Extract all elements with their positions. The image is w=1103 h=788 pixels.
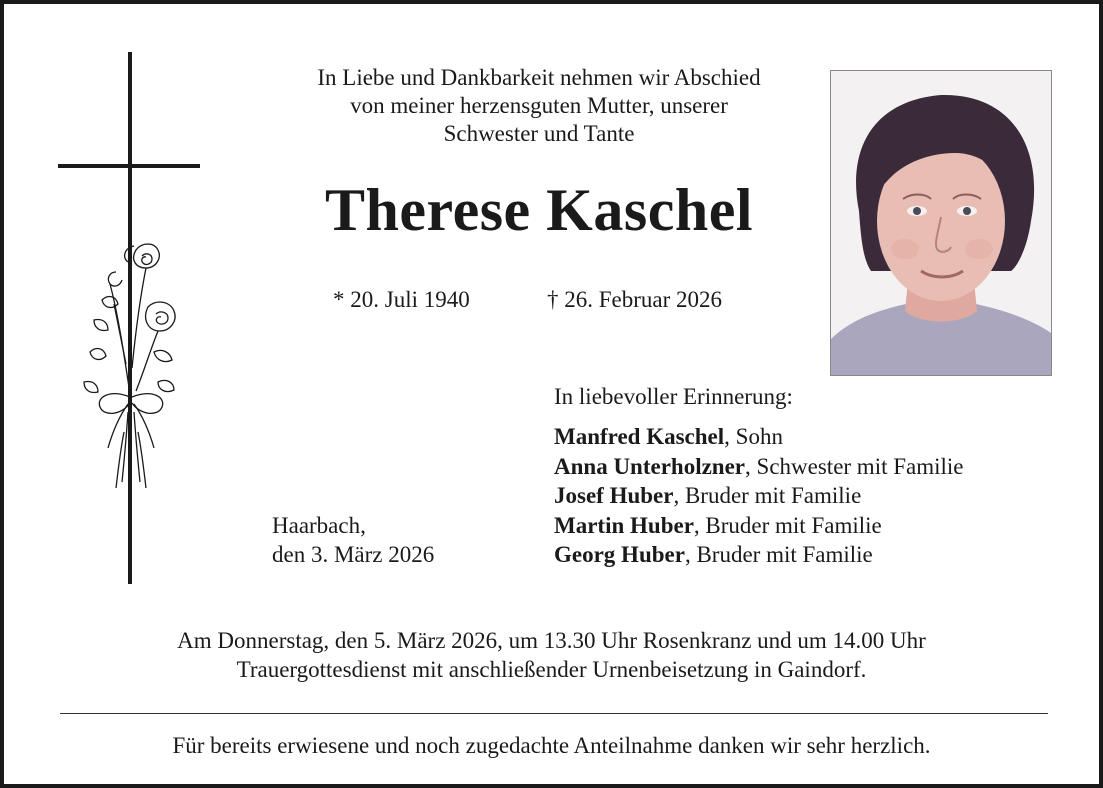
mourner-relation: , Bruder mit Familie bbox=[693, 512, 882, 538]
mourner-item bbox=[554, 452, 964, 482]
service-info bbox=[44, 626, 1059, 684]
mourner-name: Georg Huber bbox=[554, 542, 685, 567]
mourner-relation: , Sohn bbox=[724, 424, 783, 449]
mourner-relation: , Bruder mit Familie bbox=[684, 542, 873, 567]
mourners-list bbox=[554, 422, 964, 570]
birth-date: * 20. Juli 1940 bbox=[333, 287, 470, 312]
mourner-item bbox=[554, 511, 964, 541]
deceased-name: Therese Kaschel bbox=[325, 177, 753, 243]
memory-title: In liebevoller Erinnerung: bbox=[554, 384, 793, 409]
intro-line-2: von meiner herzensguten Mutter, unserer bbox=[350, 93, 728, 118]
cross-with-roses-icon bbox=[54, 52, 209, 587]
mourner-name: Josef Huber bbox=[554, 483, 674, 508]
mourner-name: Martin Huber bbox=[554, 512, 694, 538]
service-line-2: Trauergottesdienst mit anschließender Urnenbeisetzung in Gaindorf. bbox=[236, 657, 867, 682]
place-city: Haarbach, bbox=[272, 513, 366, 538]
mourner-name: Manfred Kaschel bbox=[554, 424, 725, 449]
service-line-1: Am Donnerstag, den 5. März 2026, um 13.30 Uhr Rosenkranz und um 14.00 Uhr bbox=[177, 628, 926, 653]
mourner-relation: , Bruder mit Familie bbox=[673, 483, 862, 508]
mourner-item bbox=[554, 540, 964, 570]
thanks-text: Für bereits erwiesene und noch zugedachte Anteilnahme danken wir sehr herzlich. bbox=[172, 733, 931, 758]
intro-text bbox=[254, 64, 824, 148]
mourner-name: Anna Unterholzner bbox=[554, 453, 746, 479]
intro-line-1: In Liebe und Dankbarkeit nehmen wir Abschied bbox=[317, 65, 761, 90]
portrait-photo bbox=[830, 70, 1052, 376]
death-date: † 26. Februar 2026 bbox=[547, 287, 723, 312]
divider-line bbox=[60, 713, 1048, 714]
intro-line-3: Schwester und Tante bbox=[443, 121, 635, 146]
mourner-item bbox=[554, 422, 964, 452]
mourner-relation: , Schwester mit Familie bbox=[745, 453, 964, 479]
place-date-line: den 3. März 2026 bbox=[272, 542, 435, 567]
place-date bbox=[272, 511, 434, 569]
mourner-item bbox=[554, 481, 964, 511]
